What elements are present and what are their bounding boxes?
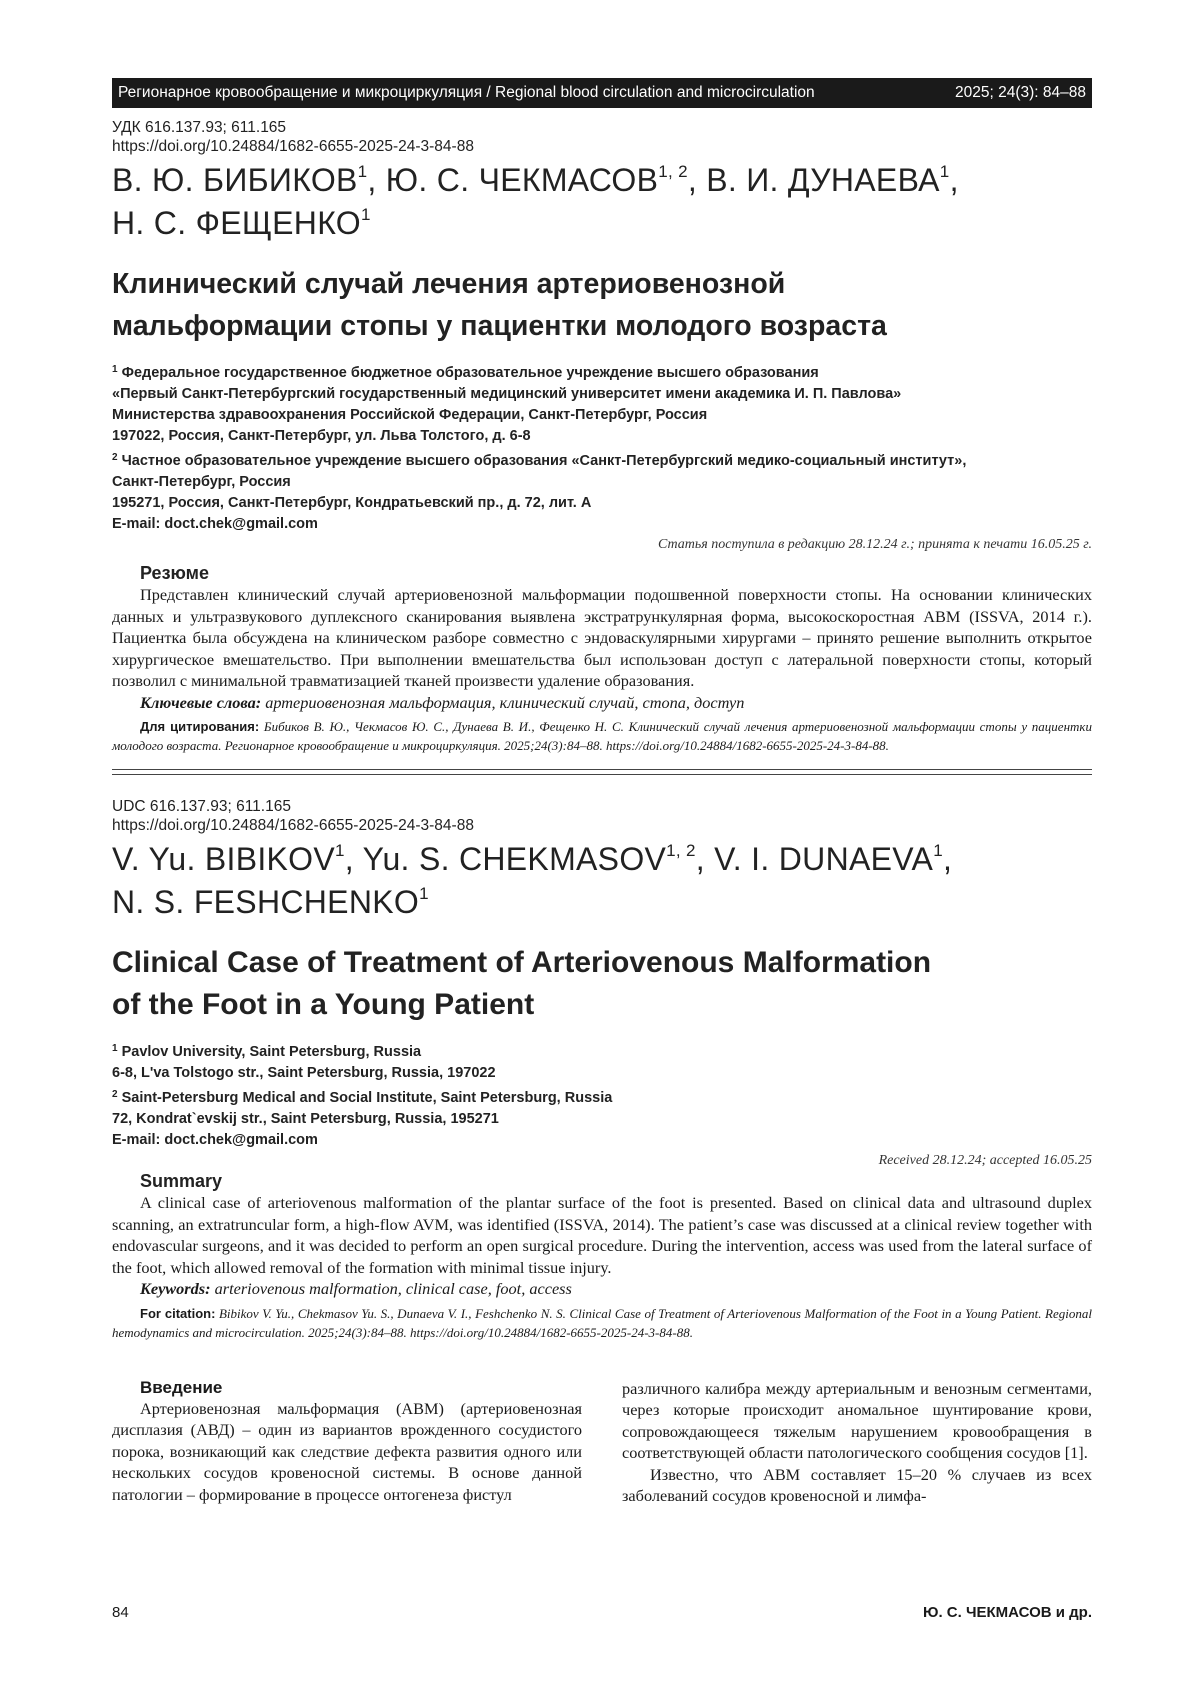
ru-title-line1: Клинический случай лечения артериовенозной (112, 263, 1092, 305)
issue-info: 2025; 24(3): 84–88 (955, 84, 1086, 102)
section-divider-bottom (112, 774, 1092, 775)
author-affiliation-mark: 1 (419, 884, 429, 903)
en-affiliations (112, 1038, 1092, 1151)
ru-keywords-text: артериовенозная мальформация, клинический случай, стопа, доступ (261, 693, 744, 712)
ru-citation-text: Бибиков В. Ю., Чекмасов Ю. С., Дунаева В. И., Фещенко Н. С. Клинический случай лечения артериовенозной мальформации стопы у пациентки молодого возраста. Регионарное кровообращение и микроциркуляция. 2025;24(3):84–88. https://doi.org/10.24884/1682-6655-2025-24-3-84-88. (112, 719, 1092, 753)
en-authors-line2 (112, 881, 1092, 924)
en-citation (112, 1304, 1092, 1342)
ru-udc-block (112, 118, 1092, 156)
ru-keywords-label: Ключевые слова: (140, 693, 261, 712)
affiliation-line: 197022, Россия, Санкт-Петербург, ул. Льва Толстого, д. 6-8 (112, 426, 1092, 447)
en-authors-line1 (112, 838, 1092, 881)
author-name: , (943, 841, 952, 877)
ru-summary-heading: Резюме (140, 563, 1092, 584)
affiliation-line: 72, Kondrat`evskij str., Saint Petersburg, Russia, 195271 (112, 1109, 1092, 1130)
affiliation-line: 1 Pavlov University, Saint Petersburg, Russia (112, 1038, 1092, 1063)
ru-summary-text: Представлен клинический случай артериовенозной мальформации подошвенной поверхности стопы. На основании клинических данных и ультразвукового дуплексного сканирования выявлена экстратрункулярная форма, высокоскоростная АВМ (ISSVA, 2014 г.). Пациентка была обсуждена на клиническом разборе совместно с эндоваскулярными хирургами – принято решение выполнить открытое хирургическое вмешательство. При выполнении вмешательства был использован доступ с латеральной поверхности стопы, который позволил с минимальной травматизацией тканей произвести удаление образования. (112, 584, 1092, 692)
en-doi-link[interactable]: https://doi.org/10.24884/1682-6655-2025-24-3-84-88 (112, 816, 1092, 835)
ru-citation (112, 717, 1092, 755)
author-name: В. Ю. БИБИКОВ (112, 162, 358, 198)
author-name: , Ю. С. ЧЕКМАСОВ (367, 162, 658, 198)
ru-authors-line2 (112, 202, 1092, 245)
ru-authors (112, 159, 1092, 245)
affiliation-line: 1 Федеральное государственное бюджетное образовательное учреждение высшего образования (112, 359, 1092, 384)
author-affiliation-mark: 1, 2 (666, 841, 696, 860)
en-udc: UDC 616.137.93; 611.165 (112, 797, 1092, 816)
affiliation-line: E-mail: doct.chek@gmail.com (112, 1130, 1092, 1151)
ru-doi-link[interactable]: https://doi.org/10.24884/1682-6655-2025-24-3-84-88 (112, 137, 1092, 156)
author-affiliation-mark: 1, 2 (658, 162, 688, 181)
author-name: Н. С. ФЕЩЕНКО (112, 205, 361, 241)
en-keywords-label: Keywords: (140, 1279, 211, 1298)
author-name: V. Yu. BIBIKOV (112, 841, 335, 877)
author-affiliation-mark: 1 (361, 205, 371, 224)
journal-header-bar (112, 78, 1092, 108)
author-affiliation-mark: 1 (940, 162, 950, 181)
ru-udc: УДК 616.137.93; 611.165 (112, 118, 1092, 137)
affiliation-mark: 2 (112, 1089, 118, 1100)
en-udc-block (112, 797, 1092, 835)
en-title-line2: of the Foot in a Young Patient (112, 984, 1092, 1026)
ru-keywords (140, 692, 1092, 714)
en-summary-text: A clinical case of arteriovenous malformation of the plantar surface of the foot is presented. Based on clinical data and ultrasound duplex scanning, an extratruncular form, a high-flow AVM, was identified (ISSVA, 2014). The patient’s case was discussed at a clinical review together with endovascular surgeons, and it was decided to perform an open surgical procedure. During the intervention, access was used from the lateral surface of the foot, which allowed removal of the formation with minimal tissue injury. (112, 1192, 1092, 1278)
affiliation-line: «Первый Санкт-Петербургский государственный медицинский университет имени академика И. П. Павлова» (112, 384, 1092, 405)
page-footer (112, 1604, 1092, 1621)
en-citation-label: For citation: (140, 1306, 215, 1321)
affiliation-line: 6-8, L'va Tolstogo str., Saint Petersburg, Russia, 197022 (112, 1063, 1092, 1084)
affiliation-mark: 2 (112, 452, 118, 463)
journal-name: Регионарное кровообращение и микроциркуляция / Regional blood circulation and microcirculation (118, 84, 815, 102)
author-name: , (950, 162, 959, 198)
en-article-title (112, 942, 1092, 1026)
author-name: , В. И. ДУНАЕВА (688, 162, 940, 198)
en-citation-text: Bibikov V. Yu., Chekmasov Yu. S., Dunaeva V. I., Feshchenko N. S. Clinical Case of Treatment of Arteriovenous Malformation of the Foot in a Young Patient. Regional hemodynamics and microcirculation. 2025;24(3):84–88. https://doi.org/10.24884/1682-6655-2025-24-3-84-88. (112, 1306, 1092, 1340)
en-keywords-text: arteriovenous malformation, clinical case, foot, access (211, 1279, 572, 1298)
en-keywords (140, 1278, 1092, 1300)
intro-paragraph-continued: различного калибра между артериальным и венозным сегментами, через которые происходит аномальное шунтирование крови, сопровождающееся тяжелым нарушением кровообращения в соответствующей области патологического сообщения сосудов [1]. (622, 1378, 1092, 1464)
affiliation-mark: 1 (112, 1043, 118, 1054)
intro-heading: Введение (140, 1378, 582, 1398)
affiliation-mark: 1 (112, 364, 118, 375)
article-page (112, 78, 1092, 1507)
author-affiliation-mark: 1 (335, 841, 345, 860)
ru-received-date: Статья поступила в редакцию 28.12.24 г.; принята к печати 16.05.25 г. (112, 537, 1092, 553)
en-received-date: Received 28.12.24; accepted 16.05.25 (112, 1153, 1092, 1169)
author-affiliation-mark: 1 (358, 162, 368, 181)
affiliation-line: 195271, Россия, Санкт-Петербург, Кондратьевский пр., д. 72, лит. А (112, 493, 1092, 514)
affiliation-line: 2 Частное образовательное учреждение высшего образования «Санкт-Петербургский медико-социальный институт», (112, 447, 1092, 472)
author-name: N. S. FESHCHENKO (112, 884, 419, 920)
author-name: , V. I. DUNAEVA (696, 841, 933, 877)
right-column (622, 1378, 1092, 1507)
author-affiliation-mark: 1 (933, 841, 943, 860)
ru-title-line2: мальформации стопы у пациентки молодого возраста (112, 305, 1092, 347)
en-summary-heading: Summary (140, 1171, 1092, 1192)
ru-article-title (112, 263, 1092, 347)
ru-authors-line1 (112, 159, 1092, 202)
intro-paragraph-2: Известно, что АВМ составляет 15–20 % случаев из всех заболеваний сосудов кровеносной и лимфа- (622, 1464, 1092, 1507)
left-column (112, 1378, 582, 1507)
author-name: , Yu. S. CHEKMASOV (345, 841, 666, 877)
affiliation-line: 2 Saint-Petersburg Medical and Social Institute, Saint Petersburg, Russia (112, 1084, 1092, 1109)
en-authors (112, 838, 1092, 924)
affiliation-line: Министерства здравоохранения Российской Федерации, Санкт-Петербург, Россия (112, 405, 1092, 426)
ru-citation-label: Для цитирования: (140, 719, 259, 734)
page-number: 84 (112, 1604, 129, 1621)
running-author: Ю. С. ЧЕКМАСОВ и др. (923, 1604, 1092, 1621)
affiliation-line: Санкт-Петербург, Россия (112, 472, 1092, 493)
section-divider-top (112, 769, 1092, 770)
affiliation-line: E-mail: doct.chek@gmail.com (112, 514, 1092, 535)
body-columns (112, 1378, 1092, 1507)
intro-paragraph-1: Артериовенозная мальформация (АВМ) (артериовенозная дисплазия (АВД) – один из вариантов врожденного сосудистого порока, возникающий как следствие дефекта развития одного или нескольких сосудов кровеносной системы. В основе данной патологии – формирование в процессе онтогенеза фистул (112, 1398, 582, 1506)
en-title-line1: Clinical Case of Treatment of Arteriovenous Malformation (112, 942, 1092, 984)
ru-affiliations (112, 359, 1092, 535)
